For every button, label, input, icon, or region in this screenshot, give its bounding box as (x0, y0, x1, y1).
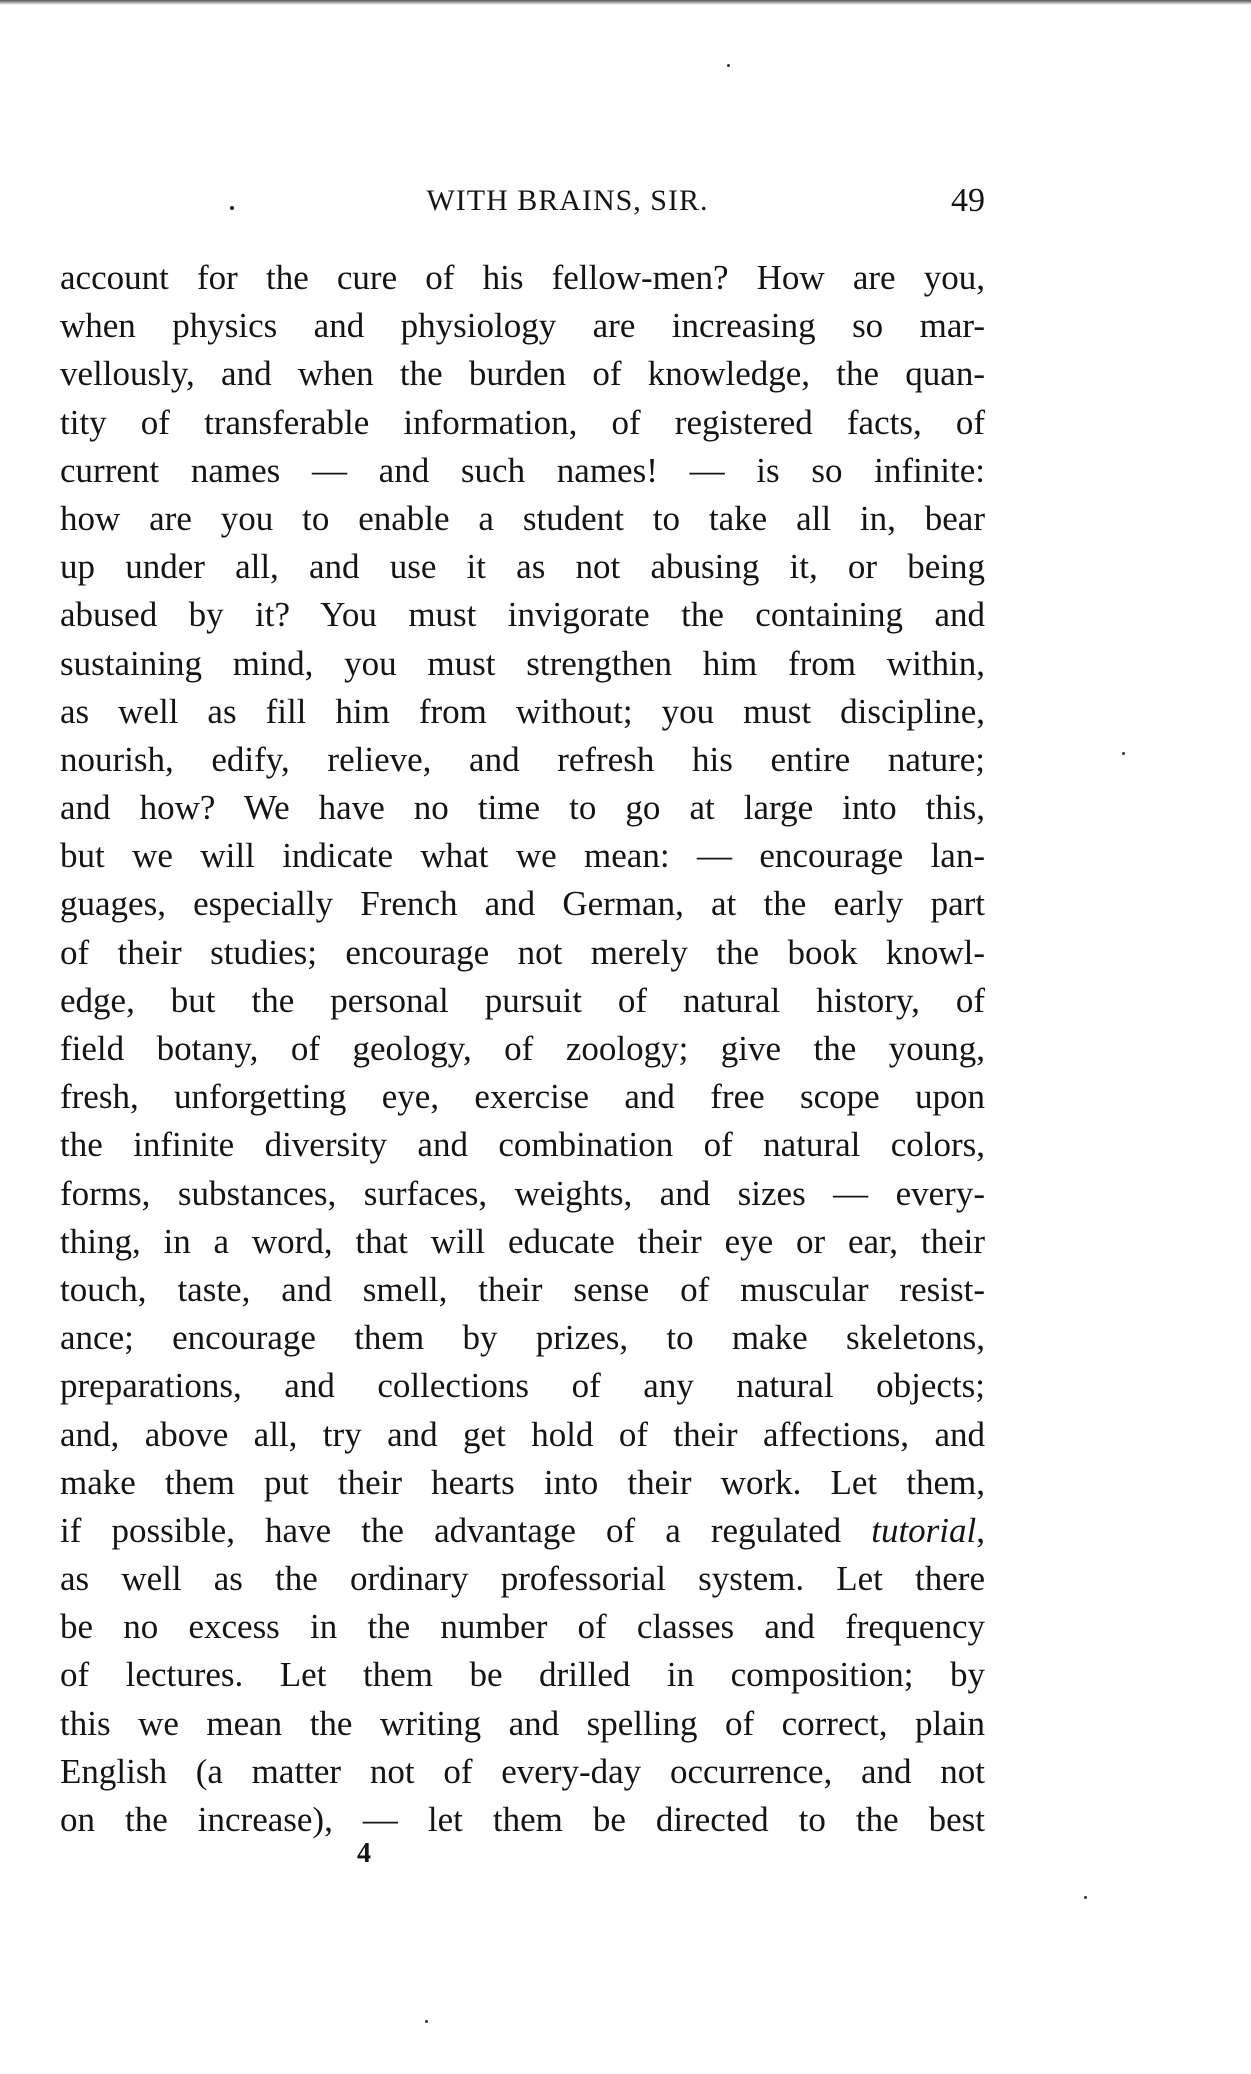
text-line: as well as fill him from without; you must discipline, (60, 691, 985, 731)
text-line: this we mean the writing and spelling of correct, plain (60, 1703, 985, 1743)
signature-mark: 4 (357, 1838, 371, 1869)
text-line: on the increase), — let them be directed to the best (60, 1800, 985, 1839)
text-line: preparations, and collections of any natural objects; (60, 1366, 985, 1406)
page-top-edge (0, 0, 1251, 5)
text-segment: , (976, 1510, 985, 1550)
text-segment: if possible, have the advantage of a regulated (60, 1510, 872, 1550)
text-line: nourish, edify, relieve, and refresh his entire nature; (60, 739, 985, 779)
text-line: forms, substances, surfaces, weights, and sizes — every- (60, 1173, 985, 1213)
page-header (60, 184, 985, 228)
speck (727, 64, 730, 67)
text-line: when physics and physiology are increasing so mar- (60, 306, 985, 346)
text-line: abused by it? You must invigorate the containing and (60, 595, 985, 635)
text-line: fresh, unforgetting eye, exercise and free scope upon (60, 1077, 985, 1117)
text-line: current names — and such names! — is so infinite: (60, 450, 985, 490)
body-text (60, 254, 985, 1844)
text-line: ance; encourage them by prizes, to make skeletons, (60, 1318, 985, 1358)
text-line: guages, especially French and German, at the early part (60, 884, 985, 924)
text-line: and how? We have no time to go at large into this, (60, 788, 985, 828)
text-line: and, above all, try and get hold of their affections, and (60, 1414, 985, 1454)
text-line: of lectures. Let them be drilled in composition; by (60, 1655, 985, 1695)
text-line: tity of transferable information, of registered facts, of (60, 402, 985, 442)
text-line: of their studies; encourage not merely the book knowl- (60, 932, 985, 972)
text-line: be no excess in the number of classes and frequency (60, 1607, 985, 1647)
text-line: thing, in a word, that will educate their eye or ear, their (60, 1221, 985, 1261)
text-line: edge, but the personal pursuit of natural history, of (60, 980, 985, 1020)
running-title: WITH BRAINS, SIR. (426, 184, 709, 217)
speck (425, 2020, 428, 2023)
text-line: but we will indicate what we mean: — encourage lan- (60, 836, 985, 876)
text-line: vellously, and when the burden of knowledge, the quan- (60, 354, 985, 394)
text-line: account for the cure of his fellow-men? How are you, (60, 258, 985, 297)
text-line: touch, taste, and smell, their sense of muscular resist- (60, 1269, 985, 1309)
speck (1122, 752, 1125, 755)
speck (1084, 1896, 1087, 1899)
text-line: field botany, of geology, of zoology; give the young, (60, 1029, 985, 1068)
italic-word: tutorial (871, 1510, 977, 1550)
text-line: English (a matter not of every-day occurrence, and not (60, 1751, 985, 1791)
page-number: 49 (951, 182, 985, 219)
text-line: how are you to enable a student to take all in, bear (60, 498, 985, 538)
text-line: the infinite diversity and combination of natural colors, (60, 1125, 985, 1165)
text-line: as well as the ordinary professorial system. Let there (60, 1559, 985, 1599)
text-line: make them put their hearts into their work. Let them, (60, 1462, 985, 1502)
text-line: sustaining mind, you must strengthen him from within, (60, 643, 985, 683)
text-line: up under all, and use it as not abusing it, or being (60, 547, 985, 587)
text-line (60, 1507, 985, 1555)
